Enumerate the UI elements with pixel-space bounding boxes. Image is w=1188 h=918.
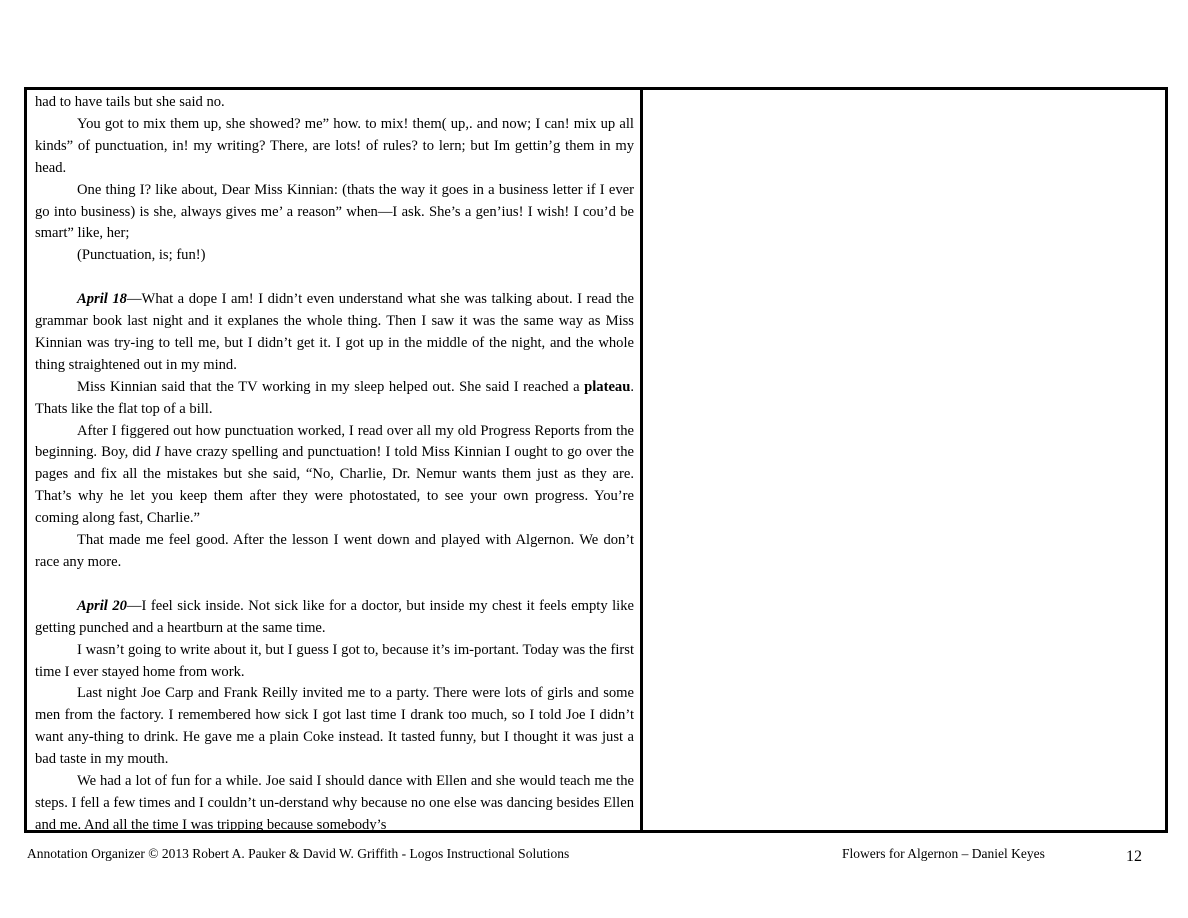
paragraph: We had a lot of fun for a while. Joe said I should dance with Ellen and she would teach me the steps. I fell a few times and I couldn’t un-derstand why because no one else was dancing besides Ellen and me. And all the time I was tripping because somebody’s (35, 773, 634, 832)
diary-entry-april-20 (35, 596, 634, 640)
story-text-column (35, 92, 634, 832)
paragraph: had to have tails but she said no. (35, 94, 225, 110)
paragraph: You got to mix them up, she showed? me” how. to mix! them( up,. and now; I can! mix up all kinds” of punctuation, in! my writing? There, are lots! of rules? to lern; but Im gettin’g them in my head. (35, 115, 634, 176)
page-number: 12 (1126, 848, 1142, 865)
footer-book-title: Flowers for Algernon – Daniel Keyes (842, 846, 1045, 861)
column-divider (640, 90, 643, 830)
annotation-organizer-table (24, 87, 1168, 833)
paragraph: I wasn’t going to write about it, but I guess I got to, because it’s im-portant. Today was the first time I ever stayed home from work. (35, 641, 634, 680)
entry-date: April 18 (77, 291, 127, 308)
text-run: Miss Kinnian said that the TV working in my sleep helped out. She said I reached a (77, 378, 585, 395)
paragraph: Last night Joe Carp and Frank Reilly invited me to a party. There were lots of girls and some men from the factory. I remembered how sick I got last time I drank too much, so I told Joe I didn’t want any-thing to drink. He gave me a plain Coke instead. It tasted funny, but I thought it was just a bad taste in my mouth. (35, 685, 634, 768)
paragraph (35, 421, 634, 531)
paragraph-gap (35, 267, 634, 289)
paragraph (35, 377, 634, 421)
bold-word: plateau (584, 378, 631, 395)
paragraph: (Punctuation, is; fun!) (77, 247, 206, 264)
italic-word: I (155, 444, 161, 461)
entry-text: —I feel sick inside. Not sick like for a doctor, but inside my chest it feels empty like getting punched and a heartburn at the same time. (35, 597, 634, 636)
paragraph: One thing I? like about, Dear Miss Kinnian: (thats the way it goes in a business letter if I ever go into business) is she, always gives me’ a reason” when—I ask. She’s a gen’ius! I wish! I cou’d be smart” like, her; (35, 181, 634, 242)
paragraph: That made me feel good. After the lesson I went down and played with Algernon. We don’t race any more. (35, 532, 634, 571)
paragraph-gap (35, 574, 634, 596)
text-run: . Thats like the flat top of a bill. (35, 378, 634, 417)
annotation-column (647, 90, 1165, 830)
text-run: have crazy spelling and punctuation! I told Miss Kinnian I ought to go over the pages and fix all the mistakes but she said, “No, Charlie, Dr. Nemur wants them just as they are. That’s why he let you keep them after they were photostated, to see your own progress. You’re coming along fast, Charlie.” (35, 444, 634, 527)
diary-entry-april-18 (35, 289, 634, 377)
entry-text: —What a dope I am! I didn’t even understand what she was talking about. I read the grammar book last night and it explanes the whole thing. Then I saw it was the same way as Miss Kinnian was try-ing to tell me, but I didn’t get it. I got up in the middle of the night, and the whole thing straightened out in my mind. (35, 291, 634, 373)
footer-copyright: Annotation Organizer © 2013 Robert A. Pauker & David W. Griffith - Logos Instructional Solutions (27, 846, 570, 861)
entry-date: April 20 (77, 597, 127, 614)
text-run: After I figgered out how punctuation worked, I read over all my old Progress Reports from the beginning. Boy, did (35, 422, 634, 461)
